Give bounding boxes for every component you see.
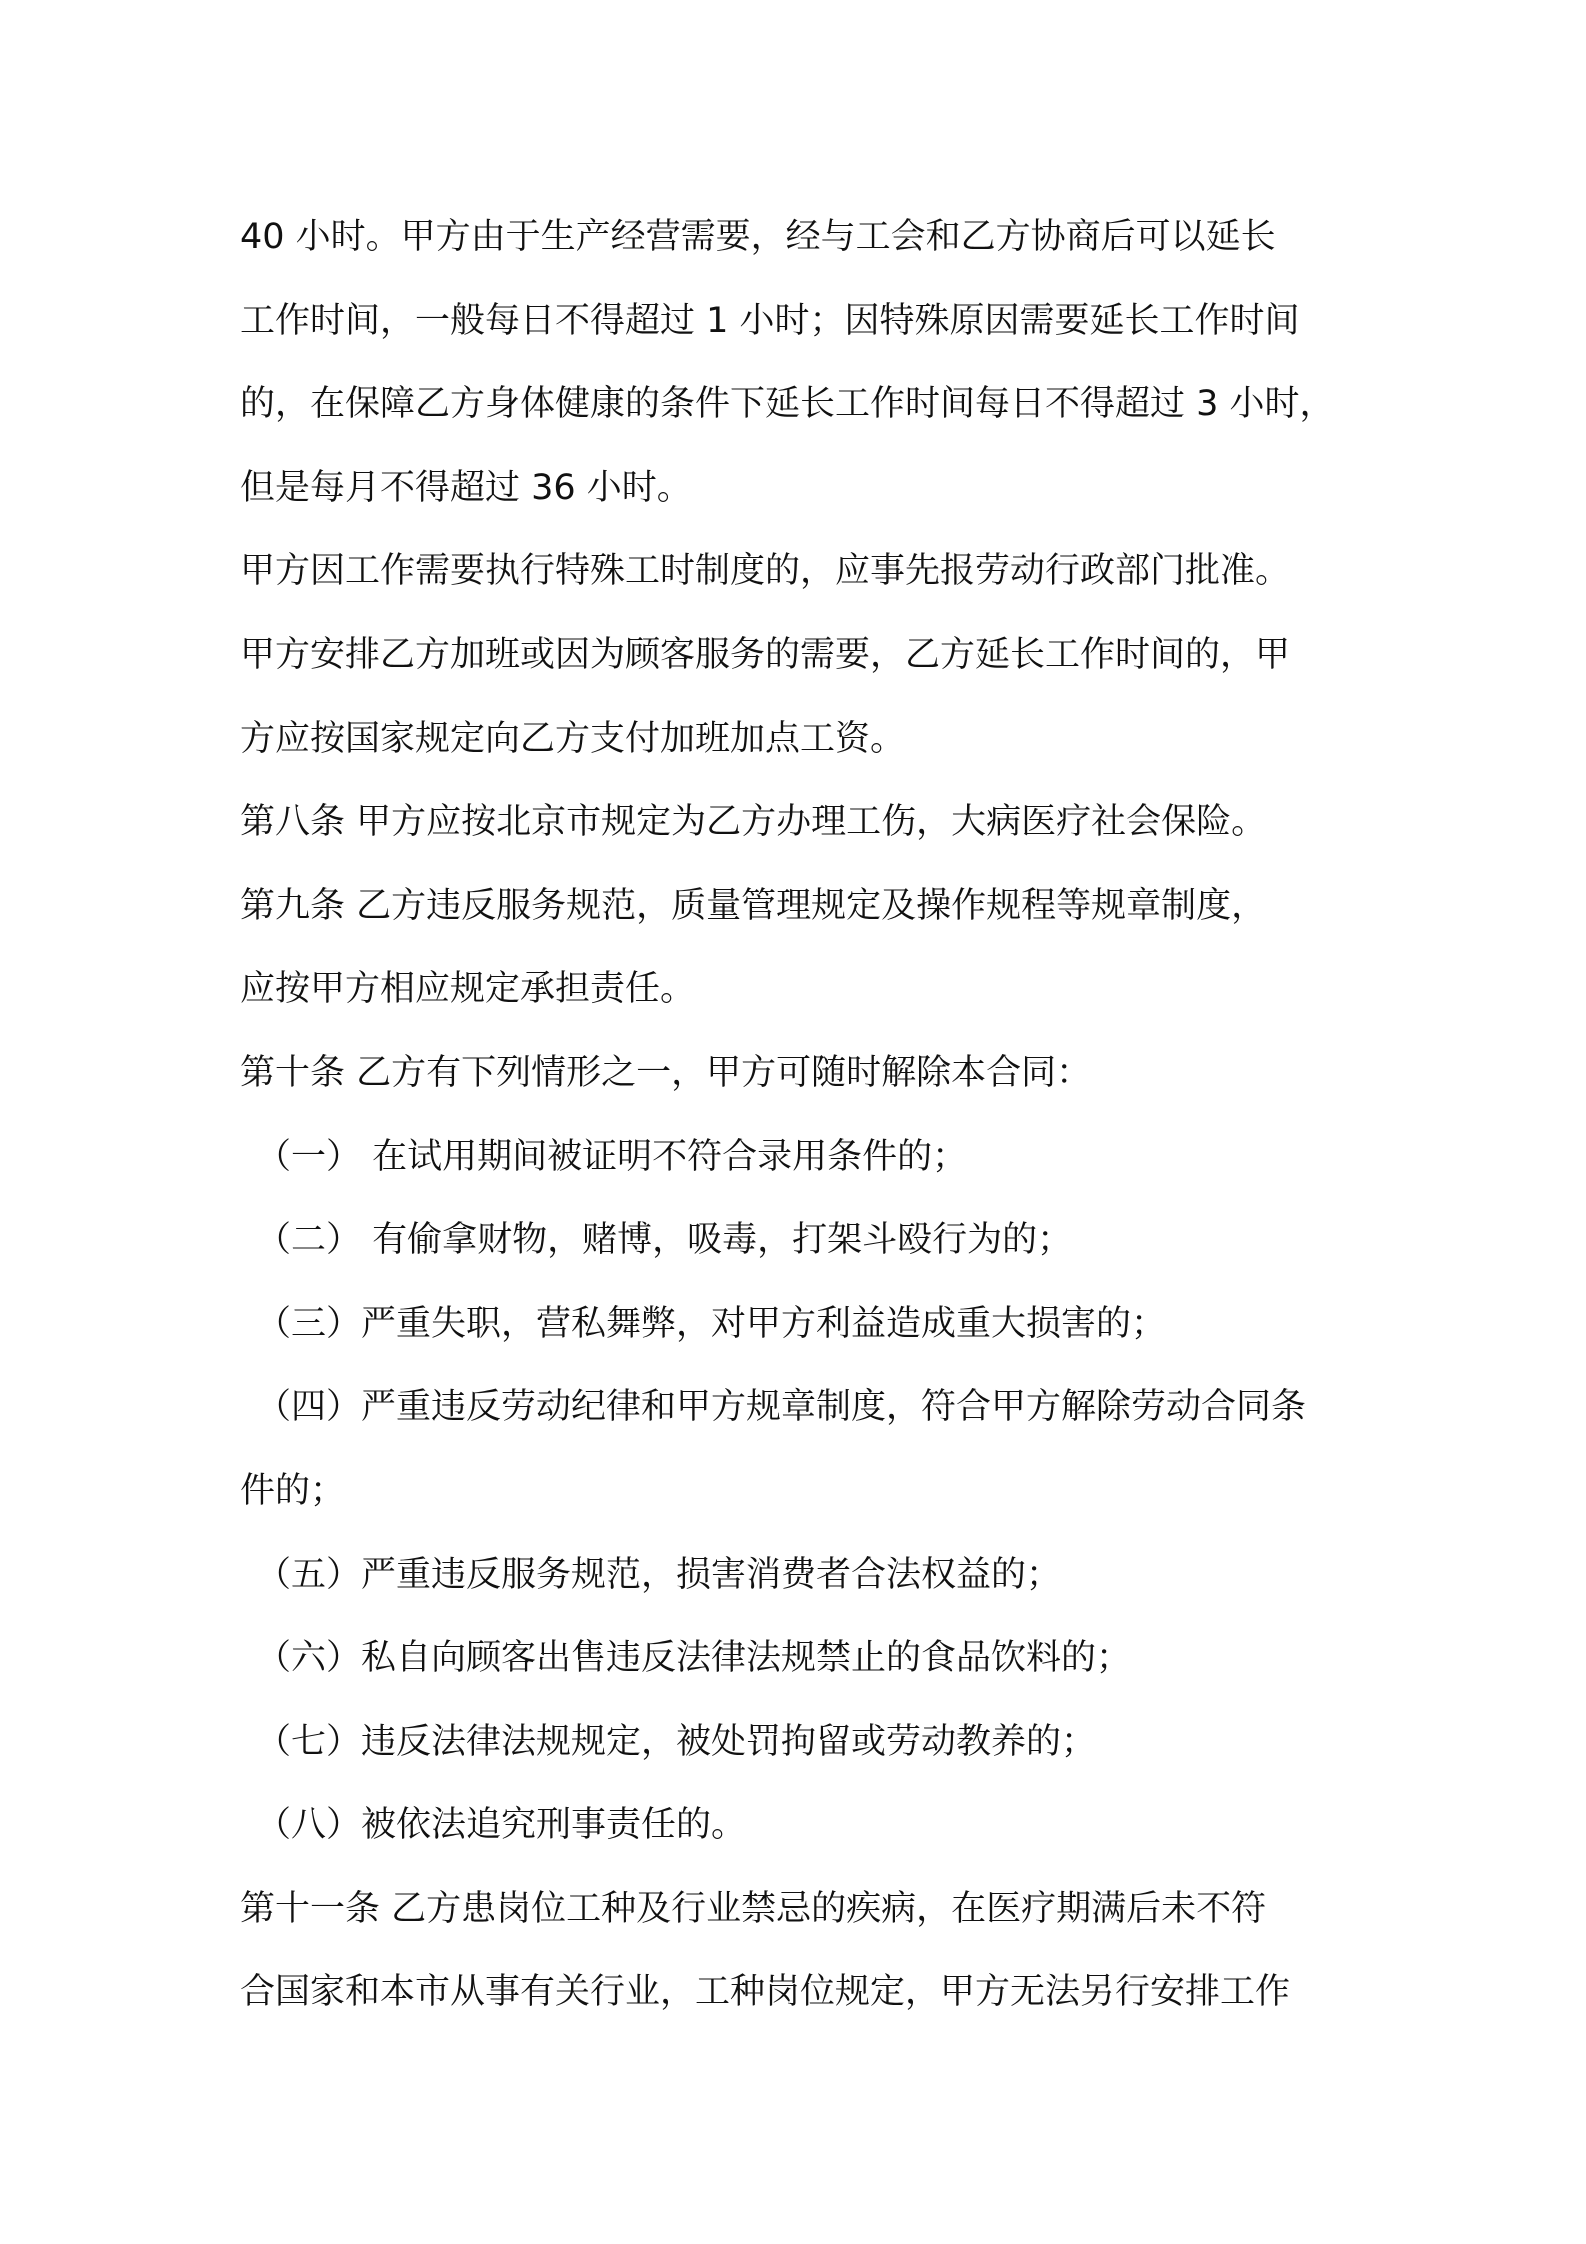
article-8-line: 第八条 甲方应按北京市规定为乙方办理工伤，大病医疗社会保险。: [240, 802, 1267, 843]
list-item-2: （二） 有偷拿财物，赌博，吸毒，打架斗殴行为的；: [256, 1220, 1073, 1261]
text-line: 甲方因工作需要执行特殊工时制度的，应事先报劳动行政部门批准。: [240, 551, 1291, 592]
article-11-line: 第十一条 乙方患岗位工种及行业禁忌的疾病，在医疗期满后未不符: [240, 1888, 1267, 1929]
list-item-6: （六）私自向顾客出售违反法律法规禁止的食品饮料的；: [256, 1638, 1132, 1679]
text-line: 件的；: [240, 1470, 346, 1511]
text-line: 40 小时。甲方由于生产经营需要，经与工会和乙方协商后可以延长: [240, 217, 1276, 257]
text-line: 应按甲方相应规定承担责任。: [240, 969, 696, 1010]
text-line: 甲方安排乙方加班或因为顾客服务的需要，乙方延长工作时间的，甲: [240, 634, 1291, 675]
article-9-line: 第九条 乙方违反服务规范，质量管理规定及操作规程等规章制度，: [240, 885, 1267, 926]
text-line: 方应按国家规定向乙方支付加班加点工资。: [240, 718, 906, 759]
list-item-5: （五）严重违反服务规范，损害消费者合法权益的；: [256, 1554, 1062, 1595]
list-item-1: （一） 在试用期间被证明不符合录用条件的；: [256, 1136, 968, 1177]
text-line: 工作时间，一般每日不得超过 1 小时；因特殊原因需要延长工作时间: [240, 300, 1300, 341]
text-line: 但是每月不得超过 36 小时。: [240, 467, 692, 508]
list-item-4: （四）严重违反劳动纪律和甲方规章制度，符合甲方解除劳动合同条: [256, 1387, 1307, 1428]
text-line: 的，在保障乙方身体健康的条件下延长工作时间每日不得超过 3 小时，: [240, 384, 1335, 425]
list-item-3: （三）严重失职，营私舞弊，对甲方利益造成重大损害的；: [256, 1303, 1167, 1344]
contract-text-block: [240, 196, 1380, 2035]
article-10-line: 第十条 乙方有下列情形之一，甲方可随时解除本合同：: [240, 1052, 1092, 1093]
list-item-7: （七）违反法律法规规定，被处罚拘留或劳动教养的；: [256, 1721, 1097, 1762]
list-item-8: （八）被依法追究刑事责任的。: [256, 1805, 747, 1846]
text-line: 合国家和本市从事有关行业，工种岗位规定，甲方无法另行安排工作: [240, 1972, 1291, 2013]
